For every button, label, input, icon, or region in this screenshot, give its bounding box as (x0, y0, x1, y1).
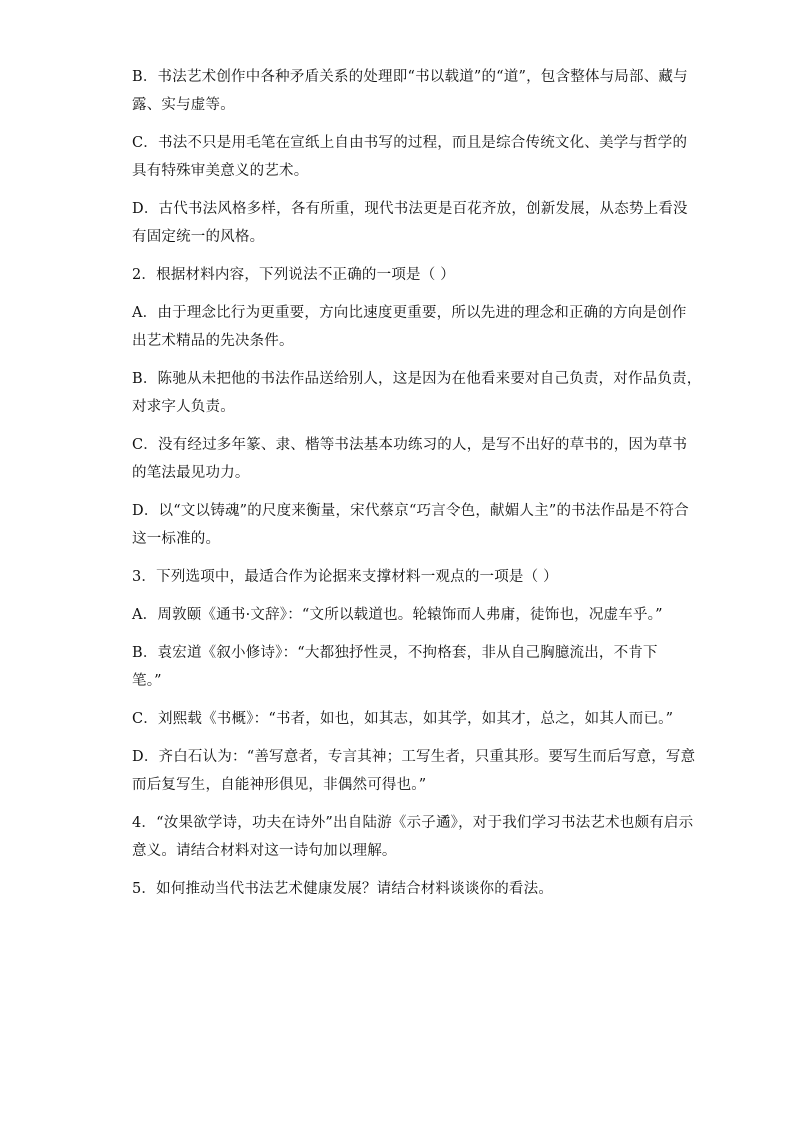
text-line: B．书法艺术创作中各种矛盾关系的处理即“书以载道”的“道”，包含整体与局部、藏与 (132, 69, 688, 85)
text-line: 4．“汝果欲学诗，功夫在诗外”出自陆游《示子遹》，对于我们学习书法艺术也颇有启示 (132, 815, 694, 831)
text-line: A．由于理念比行为更重要，方向比速度更重要，所以先进的理念和正确的方向是创作 (132, 305, 687, 321)
text-line: 有固定统一的风格。 (132, 229, 265, 245)
text-line: 意义。请结合材料对这一诗句加以理解。 (132, 843, 397, 859)
text-line: C．没有经过多年篆、隶、楷等书法基本功练习的人，是写不出好的草书的，因为草书 (132, 437, 688, 453)
text-line: D．以“文以铸魂”的尺度来衡量，宋代蔡京“巧言令色，献媚人主”的书法作品是不符合 (132, 503, 689, 519)
answer-option (132, 705, 674, 733)
question-stem (132, 261, 667, 289)
text-line: 2．根据材料内容，下列说法不正确的一项是（ ） (132, 267, 455, 283)
text-line: C．刘熙载《书概》：“书者，如也，如其志，如其学，如其才，总之，如其人而已。” (132, 711, 674, 727)
text-line: 这一标准的。 (132, 531, 221, 547)
answer-option (132, 639, 667, 695)
text-line: 对求字人负责。 (132, 399, 235, 415)
text-line: 露、实与虚等。 (132, 97, 235, 113)
text-line: 而后复写生，自能神形俱见，非偶然可得也。” (132, 777, 427, 793)
text-line: 的笔法最见功力。 (132, 465, 250, 481)
answer-option (132, 195, 688, 251)
answer-option (132, 431, 688, 487)
text-line: D．古代书法风格多样，各有所重，现代书法更是百花齐放，创新发展，从态势上看没 (132, 201, 688, 217)
answer-option (132, 743, 696, 799)
text-line: D．齐白石认为：“善写意者，专言其神；工写生者，只重其形。要写生而后写意，写意 (132, 749, 696, 765)
text-line: B．陈驰从未把他的书法作品送给别人，这是因为在他看来要对自己负责，对作品负责， (132, 371, 702, 387)
question-stem (132, 563, 667, 591)
answer-option (132, 63, 688, 119)
text-line: 具有特殊审美意义的艺术。 (132, 163, 309, 179)
text-line: A．周敦颐《通书·文辞》：“文所以载道也。轮辕饰而人弗庸，徒饰也，况虚车乎。” (132, 607, 663, 623)
question-stem (132, 809, 694, 865)
answer-option (132, 497, 689, 553)
answer-option (132, 365, 702, 421)
answer-option (132, 129, 688, 185)
text-line: 5．如何推动当代书法艺术健康发展？请结合材料谈谈你的看法。 (132, 881, 554, 897)
text-line: 笔。” (132, 673, 162, 689)
text-line: B．袁宏道《叙小修诗》：“大都独抒性灵，不拘格套，非从自己胸臆流出，不肯下 (132, 645, 658, 661)
text-line: 3．下列选项中，最适合作为论据来支撑材料一观点的一项是（ ） (132, 569, 558, 585)
question-stem (132, 875, 667, 903)
text-line: 出艺术精品的先决条件。 (132, 333, 294, 349)
question-content (132, 63, 702, 913)
answer-option (132, 299, 687, 355)
text-line: C．书法不只是用毛笔在宣纸上自由书写的过程，而且是综合传统文化、美学与哲学的 (132, 135, 688, 151)
answer-option (132, 601, 667, 629)
